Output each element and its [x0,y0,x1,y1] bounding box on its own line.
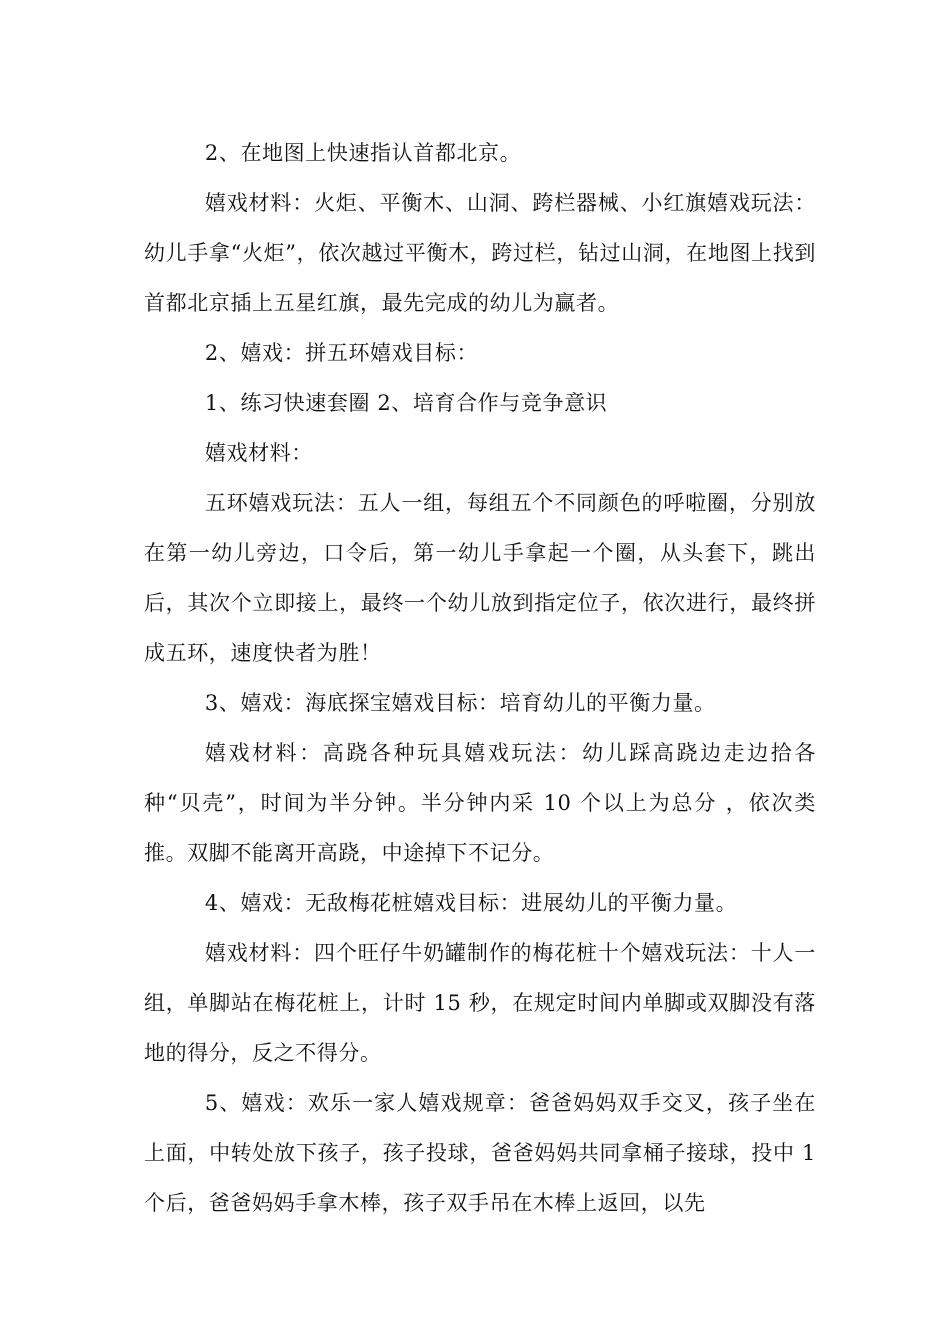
paragraph: 5、嬉戏：欢乐一家人嬉戏规章：爸爸妈妈双手交叉，孩子坐在上面，中转处放下孩子，孩子投球，爸爸妈妈共同拿桶子接球，投中 1 个后，爸爸妈妈手拿木棒，孩子双手吊在木棒上返回，以先 [144,1091,816,1215]
document-body [144,128,816,1228]
paragraph: 1、练习快速套圈 2、培育合作与竞争意识 [204,391,608,415]
paragraph: 2、嬉戏：拼五环嬉戏目标： [204,341,479,365]
paragraph: 嬉戏材料：四个旺仔牛奶罐制作的梅花桩十个嬉戏玩法：十人一组，单脚站在梅花桩上，计时 15 秒，在规定时间内单脚或双脚没有落地的得分，反之不得分。 [144,941,816,1065]
paragraph: 嬉戏材料：高跷各种玩具嬉戏玩法：幼儿踩高跷边走边拾各种“贝壳”，时间为半分钟。半分钟内采 10 个以上为总分 ，依次类推。双脚不能离开高跷，中途掉下不记分。 [144,741,816,865]
paragraph: 五环嬉戏玩法：五人一组，每组五个不同颜色的呼啦圈，分别放在第一幼儿旁边，口令后，第一幼儿手拿起一个圈，从头套下，跳出后，其次个立即接上，最终一个幼儿放到指定位子，依次进行，最终拼成五环，速度快者为胜！ [144,491,816,665]
paragraph: 4、嬉戏：无敌梅花桩嬉戏目标：进展幼儿的平衡力量。 [204,891,738,915]
paragraph: 嬉戏材料：火炬、平衡木、山洞、跨栏器械、小红旗嬉戏玩法：幼儿手拿“火炬”，依次越过平衡木，跨过栏，钻过山洞，在地图上找到首都北京插上五星红旗，最先完成的幼儿为赢者。 [144,191,816,315]
paragraph: 2、在地图上快速指认首都北京。 [204,141,522,165]
paragraph: 3、嬉戏：海底探宝嬉戏目标：培育幼儿的平衡力量。 [204,691,716,715]
paragraph: 嬉戏材料： [204,441,313,465]
